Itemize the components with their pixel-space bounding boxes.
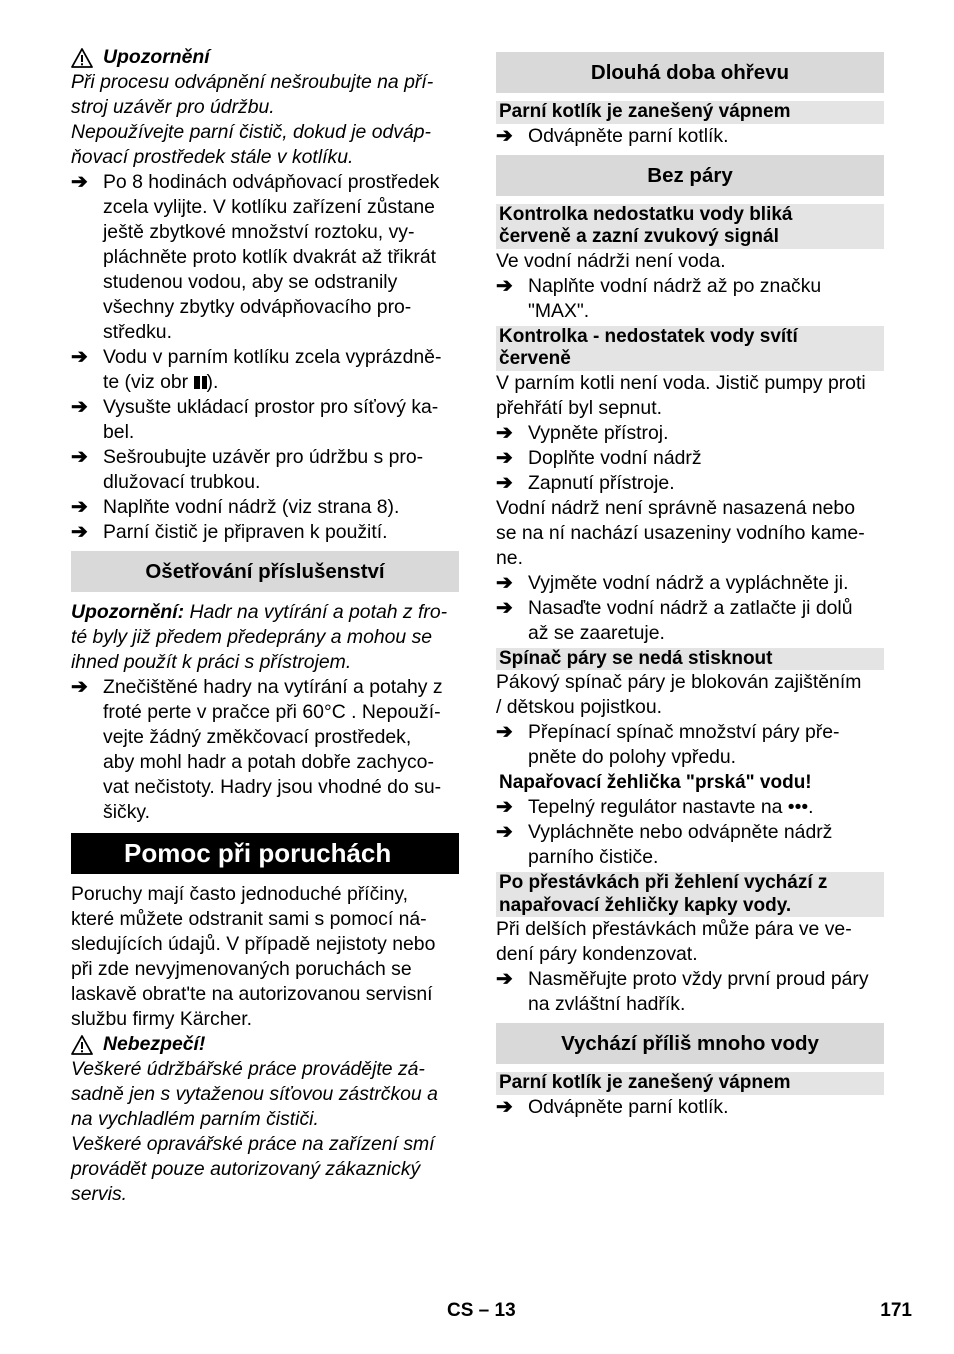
warning-triangle-icon xyxy=(71,1035,93,1055)
danger-text-line: Veškeré opravářské práce na zařízení smí xyxy=(71,1133,435,1155)
arrow-right-icon: ➔ xyxy=(496,968,513,990)
body-text: Vodní nádrž není správně nasazená nebo xyxy=(496,496,856,519)
section-heading: Ošetřování příslušenství xyxy=(71,551,459,592)
arrow-right-icon: ➔ xyxy=(496,571,513,594)
subsection-heading: Kontrolka - nedostatek vody svítí červeně xyxy=(496,326,884,371)
list-item xyxy=(496,421,884,446)
arrow-right-icon: ➔ xyxy=(71,396,88,418)
list-item xyxy=(71,170,459,345)
arrow-right-icon: ➔ xyxy=(71,346,88,368)
intro-text: při zde nevyjmenovaných poruchách se xyxy=(71,958,412,980)
list-item-text: vejte žádný změkčovací prostředek, xyxy=(103,726,412,748)
list-item xyxy=(71,395,459,445)
list-item-text: Odvápněte parní kotlík. xyxy=(528,124,729,147)
subsection-heading: Spínač páry se nedá stisknout xyxy=(496,648,884,671)
arrow-right-icon: ➔ xyxy=(496,1095,513,1118)
warning-title: Upozornění xyxy=(103,46,210,68)
intro-text: laskavě obrat'te na autorizovanou servisní xyxy=(71,983,433,1005)
list-item-text: pláchněte proto kotlík dvakrát až třikrát xyxy=(103,246,437,268)
list-item-text: bel. xyxy=(103,421,135,443)
list-item-text: Vyjměte vodní nádrž a vypláchněte ji. xyxy=(528,571,849,594)
list-item-text: te (viz obr ). xyxy=(103,371,219,393)
body-text: Pákový spínač páry je blokován zajištěním xyxy=(496,671,862,693)
footer-section-label: CS – 13 xyxy=(447,1300,516,1321)
list-item xyxy=(496,571,884,596)
list-item-text: Odvápněte parní kotlík. xyxy=(528,1095,729,1118)
list-item xyxy=(496,820,884,870)
body-text: Při delších přestávkách může pára ve ve- xyxy=(496,918,852,940)
list-item xyxy=(496,596,884,646)
body-text: V parním kotli není voda. Jistič pumpy proti xyxy=(496,371,866,394)
warning-text-line: Při procesu odvápnění nešroubujte na pří- xyxy=(71,71,434,93)
note-text: Upozornění: Hadr na vytírání a potah z fro- xyxy=(71,601,448,623)
arrow-right-icon: ➔ xyxy=(71,521,88,543)
warning-text-line: Nepoužívejte parní čistič, dokud je odváp- xyxy=(71,121,432,143)
list-item-text: Zapnutí přístroje. xyxy=(528,471,675,494)
section-heading: Vychází příliš mnoho vody xyxy=(496,1023,884,1064)
body-text: ne. xyxy=(496,546,523,569)
list-item-text: pněte do polohy vpředu. xyxy=(528,746,737,768)
list-item xyxy=(496,124,884,149)
arrow-right-icon: ➔ xyxy=(71,446,88,468)
list-item-text: Vypněte přístroj. xyxy=(528,421,669,444)
list-item-text: Vysušte ukládací prostor pro síťový ka- xyxy=(103,396,439,418)
arrow-right-icon: ➔ xyxy=(496,421,513,444)
list-item xyxy=(71,495,459,520)
subsection-heading: Parní kotlík je zanešený vápnem xyxy=(496,1072,884,1095)
list-item-text: na zvláštní hadřík. xyxy=(528,993,686,1015)
arrow-right-icon: ➔ xyxy=(496,721,513,743)
list-item-text: šičky. xyxy=(103,801,151,823)
list-item xyxy=(496,1095,884,1120)
intro-text: službu firmy Kärcher. xyxy=(71,1008,253,1030)
intro-text: sledujících údajů. V případě nejistoty nebo xyxy=(71,933,436,955)
subsection-heading: Kontrolka nedostatku vody bliká červeně a zazní zvukový signál xyxy=(496,204,884,249)
arrow-right-icon: ➔ xyxy=(496,274,513,297)
subsection-heading: Parní kotlík je zanešený vápnem xyxy=(496,101,884,124)
list-item-text: "MAX". xyxy=(528,299,590,322)
list-item-text: Nasměřujte proto vždy první proud páry xyxy=(528,968,869,990)
danger-text-line: provádět pouze autorizovaný zákaznický xyxy=(71,1158,421,1180)
warning-text-line: stroj uzávěr pro údržbu. xyxy=(71,96,275,118)
list-item xyxy=(496,274,884,324)
list-item-text: Vodu v parním kotlíku zcela vyprázdně- xyxy=(103,346,442,368)
list-item-text: středku. xyxy=(103,321,172,343)
list-item xyxy=(71,520,459,545)
arrow-right-icon: ➔ xyxy=(71,676,88,698)
warning-heading xyxy=(71,45,459,70)
list-item-text: až se zaaretuje. xyxy=(528,621,665,644)
list-item-text: Vypláchněte nebo odvápněte nádrž xyxy=(528,821,833,843)
danger-heading xyxy=(71,1032,459,1057)
arrow-right-icon: ➔ xyxy=(496,124,513,147)
list-item-text: Tepelný regulátor nastavte na •••. xyxy=(528,796,814,818)
list-item-text: aby mohl hadr a potah dobře zachyco- xyxy=(103,751,434,773)
danger-title: Nebezpečí! xyxy=(103,1033,206,1055)
list-item-text: dlužovací trubkou. xyxy=(103,471,261,493)
page-number: 171 xyxy=(880,1300,912,1321)
body-text: se na ní nachází usazeniny vodního kame- xyxy=(496,521,865,544)
subsection-heading: Napařovací žehlička "prská" vodu! xyxy=(499,772,812,793)
arrow-right-icon: ➔ xyxy=(496,446,513,469)
warning-text-line: ňovací prostředek stále v kotlíku. xyxy=(71,146,354,168)
body-text: / dětskou pojistkou. xyxy=(496,696,662,718)
arrow-right-icon: ➔ xyxy=(71,496,88,518)
list-item xyxy=(71,445,459,495)
list-item xyxy=(496,967,884,1017)
list-item-text: vat nečistoty. Hadry jsou vhodné do su- xyxy=(103,776,442,798)
body-text: Ve vodní nádrži není voda. xyxy=(496,249,726,272)
section-heading: Dlouhá doba ohřevu xyxy=(496,52,884,93)
list-item xyxy=(496,446,884,471)
page-title: Pomoc při poruchách xyxy=(71,833,459,874)
arrow-right-icon: ➔ xyxy=(496,471,513,494)
list-item-text: Přepínací spínač množství páry pře- xyxy=(528,721,840,743)
list-item xyxy=(496,720,884,770)
arrow-right-icon: ➔ xyxy=(496,596,513,619)
list-item-text: všechny zbytky odvápňovacího pro- xyxy=(103,296,412,318)
danger-text-line: Veškeré údržbářské práce provádějte zá- xyxy=(71,1058,425,1080)
figure-ref-icon xyxy=(194,376,207,389)
list-item-text: Sešroubujte uzávěr pro údržbu s pro- xyxy=(103,446,424,468)
list-item xyxy=(71,345,459,395)
body-text: dení páry kondenzovat. xyxy=(496,943,698,965)
list-item-text: zcela vylijte. V kotlíku zařízení zůstane xyxy=(103,196,435,218)
body-text: přehřátí byl sepnut. xyxy=(496,396,662,419)
list-item-text: Parní čistič je připraven k použití. xyxy=(103,521,388,543)
list-item-text: studenou vodou, aby se odstranily xyxy=(103,271,398,293)
list-item-text: Naplňte vodní nádrž až po značku xyxy=(528,274,822,297)
section-heading: Bez páry xyxy=(496,155,884,196)
danger-text-line: servis. xyxy=(71,1183,128,1205)
note-text: ihned použít k práci s přístrojem. xyxy=(71,651,352,673)
subsection-heading: Po přestávkách při žehlení vychází z napařovací žehličky kapky vody. xyxy=(496,872,884,917)
arrow-right-icon: ➔ xyxy=(71,171,88,193)
list-item-text: Naplňte vodní nádrž (viz strana 8). xyxy=(103,496,400,518)
right-column xyxy=(496,46,884,1120)
intro-text: Poruchy mají často jednoduché příčiny, xyxy=(71,883,408,905)
arrow-right-icon: ➔ xyxy=(496,821,513,843)
list-item-text: parního čističe. xyxy=(528,846,659,868)
list-item-text: Znečištěné hadry na vytírání a potahy z xyxy=(103,676,443,698)
note-text: té byly již předem předeprány a mohou se xyxy=(71,626,433,648)
list-item xyxy=(496,471,884,496)
list-item-text: ještě zbytkové množství roztoku, vy- xyxy=(103,221,415,243)
list-item-text: Po 8 hodinách odvápňovací prostředek xyxy=(103,171,440,193)
list-item-text: Doplňte vodní nádrž xyxy=(528,446,702,469)
warning-triangle-icon xyxy=(71,48,93,68)
arrow-right-icon: ➔ xyxy=(496,796,513,818)
list-item xyxy=(71,675,459,825)
danger-text-line: sadně jen s vytaženou síťovou zástrčkou a xyxy=(71,1083,438,1105)
list-item xyxy=(496,795,884,820)
intro-text: které můžete odstranit sami s pomocí ná- xyxy=(71,908,427,930)
danger-text-line: na vychladlém parním čističi. xyxy=(71,1108,319,1130)
left-column xyxy=(71,45,459,1207)
list-item-text: froté perte v pračce při 60°C . Nepouží- xyxy=(103,701,441,723)
list-item-text: Nasaďte vodní nádrž a zatlačte ji dolů xyxy=(528,596,853,619)
